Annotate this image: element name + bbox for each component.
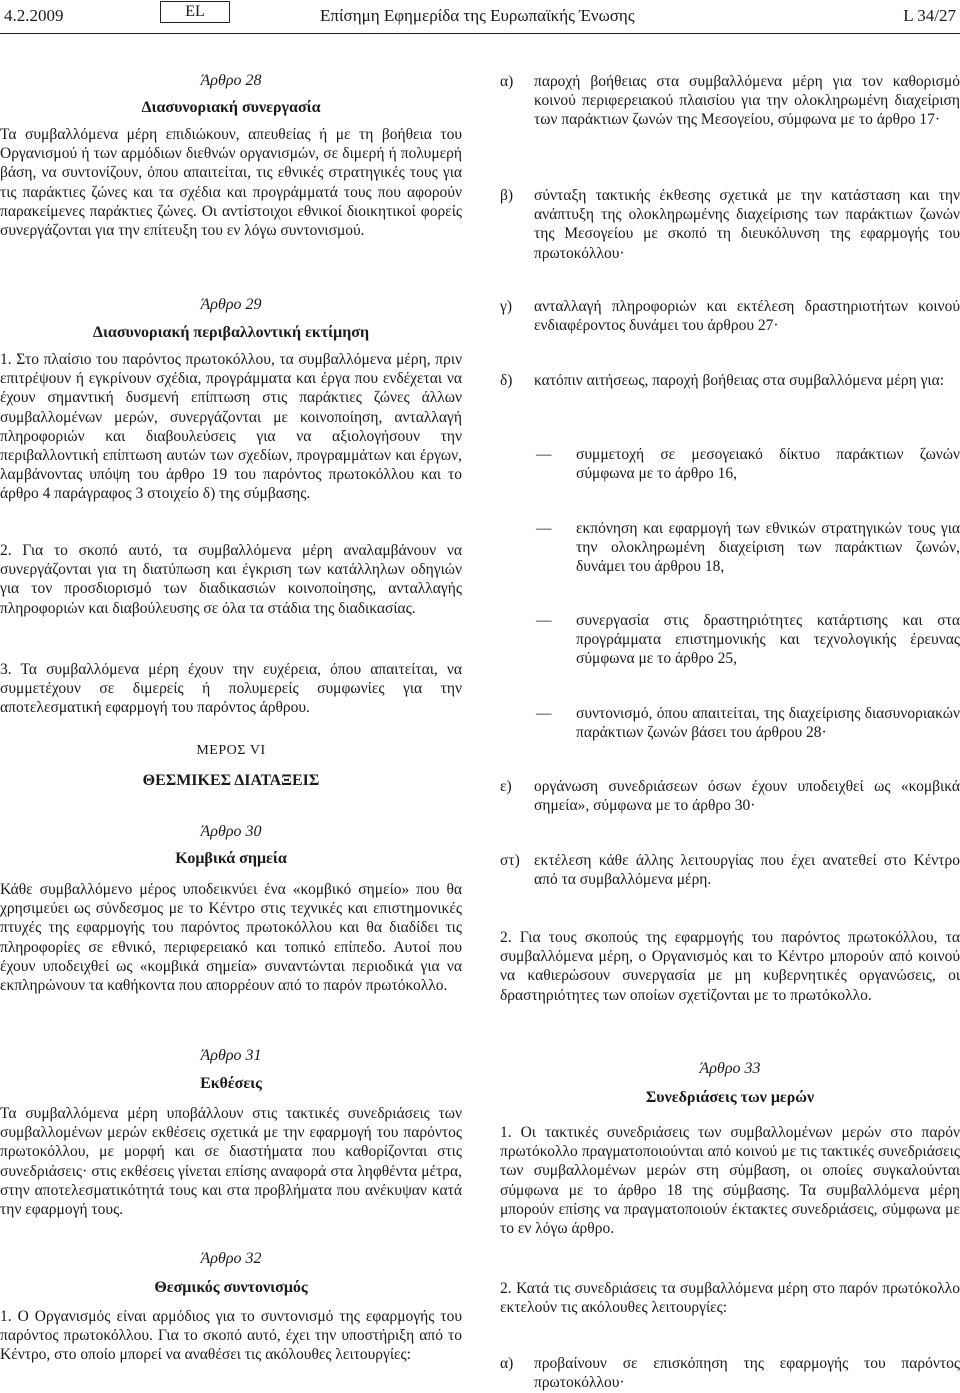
page-header: [0, 0, 960, 36]
item-text: οργάνωση συνεδριάσεων όσων έχουν υποδειχθεί ως «κομβικά σημεία», σύμφωνα με το άρθρο 30·: [534, 778, 960, 815]
item-label: γ): [500, 298, 513, 315]
list-item: [500, 72, 960, 130]
item-label: α): [500, 73, 514, 90]
article-29-heading: Διασυνοριακή περιβαλλοντική εκτίμηση: [92, 324, 370, 341]
article-29-title: Άρθρο 29: [200, 296, 262, 313]
dash-mark: —: [536, 446, 552, 463]
list-item: [500, 1354, 960, 1392]
dash-mark: —: [536, 612, 552, 629]
item-label: στ): [500, 852, 520, 869]
item-text: σύνταξη τακτικής έκθεσης σχετικά με την κατάσταση και την ανάπτυξη της ολοκληρωμένης διαχείρισης των παράκτιων ζωνών της Μεσογείου με σκοπό τη διευκόλυνση της εφαρμογής του πρωτοκόλλου·: [534, 187, 960, 262]
dash-text: συνεργασία στις δραστηριότητες κατάρτισης και στα προγράμματα επιστημονικής και τεχνολογικής έρευνας σύμφωνα με το άρθρο 25,: [576, 612, 960, 668]
article-31-heading: Εκθέσεις: [200, 1075, 262, 1092]
article-28-heading: Διασυνοριακή συνεργασία: [141, 99, 321, 116]
item-label: α): [500, 1355, 514, 1372]
article-33-title: Άρθρο 33: [699, 1060, 761, 1077]
language-badge: EL: [160, 1, 230, 23]
item-text: εκτέλεση κάθε άλλης λειτουργίας που έχει ανατεθεί στο Κέντρο από τα συμβαλλόμενα μέρη.: [534, 852, 960, 889]
dash-text: συντονισμό, όπου απαιτείται, της διαχείρισης διασυνοριακών παράκτιων ζωνών βάσει του άρθρου 28·: [576, 705, 960, 742]
article-28-title: Άρθρο 28: [200, 72, 262, 89]
dash-mark: —: [536, 705, 552, 722]
dash-item: [536, 519, 960, 577]
part-6-heading: ΘΕΣΜΙΚΕΣ ΔΙΑΤΑΞΕΙΣ: [142, 772, 320, 789]
publication-date: 4.2.2009: [4, 6, 64, 25]
item-text: προβαίνουν σε επισκόπηση της εφαρμογής του παρόντος πρωτοκόλλου·: [534, 1355, 960, 1392]
article-32-title: Άρθρο 32: [200, 1250, 262, 1267]
dash-mark: —: [536, 520, 552, 537]
item-label: β): [500, 187, 514, 204]
list-item: [500, 851, 960, 889]
item-text: ανταλλαγή πληροφοριών και εκτέλεση δραστηριοτήτων κοινού ενδιαφέροντος δυνάμει του άρθρου 27·: [534, 298, 960, 335]
journal-title: Επίσημη Εφημερίδα της Ευρωπαϊκής Ένωσης: [320, 6, 635, 25]
header-rule: [0, 33, 960, 34]
article-29-paragraph-2: 2. Για το σκοπό αυτό, τα συμβαλλόμενα μέρη αναλαμβάνουν να συνεργάζονται για τη διατύπωση και έγκριση των κατάλληλων οδηγιών για τον προσδιορισμό των διαδικασιών κοινοποίησης, ανταλλαγής πληροφοριών και διαβούλευσης σε όλα τα στάδια της διαδικασίας.: [0, 542, 462, 617]
list-item: [500, 297, 960, 335]
dash-item: [536, 611, 960, 669]
list-item: [500, 371, 960, 390]
article-32-heading: Θεσμικός συντονισμός: [154, 1279, 308, 1296]
dash-text: εκπόνηση και εφαρμογή των εθνικών στρατηγικών τους για την ολοκληρωμένη διαχείριση των παράκτιων ζωνών, δυνάμει του άρθρου 18,: [576, 520, 960, 576]
article-32-paragraph-1: 1. Ο Οργανισμός είναι αρμόδιος για το συντονισμό της εφαρμογής του παρόντος πρωτοκόλλου. Για το σκοπό αυτό, έχει την υποστήριξη από το Κέντρο, στο οποίο μπορεί να αναθέσει τις ακόλουθες λειτουργίες:: [0, 1308, 462, 1364]
item-text: κατόπιν αιτήσεως, παροχή βοήθειας στα συμβαλλόμενα μέρη για:: [534, 372, 945, 389]
article-30-heading: Κομβικά σημεία: [175, 850, 287, 867]
item-label: δ): [500, 372, 513, 389]
article-30-text: Κάθε συμβαλλόμενο μέρος υποδεικνύει ένα «κομβικό σημείο» που θα χρησιμεύει ως σύνδεσμος με το Κέντρο στις τεχνικές και επιστημονικές πτυχές της εφαρμογής του παρόντος πρωτοκόλλου και θα διαδίδει τις πληροφορίες σε εθνικό, περιφερειακό και τοπικό επίπεδο. Αυτοί που έχουν υποδειχθεί ως «κομβικά σημεία» συναντώνται περιοδικά για να εκπληρώνουν τα καθήκοντα που απορρέουν από το παρόν πρωτόκολλο.: [0, 881, 462, 995]
article-30-title: Άρθρο 30: [200, 823, 262, 840]
article-32-paragraph-2: 2. Για τους σκοπούς της εφαρμογής του παρόντος πρωτοκόλλου, τα συμβαλλόμενα μέρη, ο Οργανισμός και το Κέντρο μπορούν από κοινού να καθιερώσουν συνεργασία με μη κυβερνητικές οργανώσεις, οι δραστηριότητες των οποίων σχετίζονται με το πρωτόκολλο.: [500, 929, 960, 1004]
article-33-heading: Συνεδριάσεις των μερών: [645, 1089, 815, 1106]
list-item: [500, 777, 960, 815]
dash-text: συμμετοχή σε μεσογειακό δίκτυο παράκτιων ζωνών σύμφωνα με το άρθρο 16,: [576, 446, 960, 483]
article-31-text: Τα συμβαλλόμενα μέρη υποβάλλουν στις τακτικές συνεδριάσεις των συμβαλλομένων μερών εκθέσεις σχετικά με την εφαρμογή του παρόντος πρωτοκόλλου, με μορφή και σε διαστήματα που καθορίζονται στις συνεδριάσεις· στις εκθέσεις γίνεται επίσης αναφορά στα ληφθέντα μέτρα, στην αποτελεσματικότητά τους και στα προβλήματα που ανέκυψαν κατά την εφαρμογή τους.: [0, 1105, 462, 1219]
item-label: ε): [500, 778, 512, 795]
item-text: παροχή βοήθειας στα συμβαλλόμενα μέρη για τον καθορισμό κοινού περιφερειακού πλαισίου για την ολοκληρωμένη διαχείριση των παράκτιων ζωνών της Μεσογείου, σύμφωνα με το άρθρο 17·: [534, 73, 960, 129]
article-33-paragraph-1: 1. Οι τακτικές συνεδριάσεις των συμβαλλομένων μερών στο παρόν πρωτόκολλο πραγματοποιούνται από κοινού με τις τακτικές συνεδριάσεις των συμβαλλομένων μερών στη σύμβαση, οι οποίες συγκαλούνται σύμφωνα με το άρθρο 18 της σύμβασης. Τα συμβαλλόμενα μέρη μπορούν επίσης να πραγματοποιούν έκτακτες συνεδριάσεις, σύμφωνα με το εν λόγω άρθρο.: [500, 1124, 960, 1238]
part-6-title: ΜΕΡΟΣ VI: [196, 743, 266, 758]
list-item: [500, 186, 960, 263]
page-number: L 34/27: [903, 6, 956, 25]
article-28-text: Τα συμβαλλόμενα μέρη επιδιώκουν, απευθείας ή με τη βοήθεια του Οργανισμού ή των αρμόδιων διεθνών οργανισμών, σε διμερή ή πολυμερή βάση, να συντονίζουν, όπου απαιτείται, τις εθνικές στρατηγικές τους για τις παράκτιες ζώνες και τα σχέδια και προγράμματά τους που αφορούν παρακείμενες παράκτιες ζώνες. Οι αντίστοιχοι εθνικοί διοικητικοί φορείς συνεργάζονται για την επίτευξη του εν λόγω συντονισμού.: [0, 126, 462, 240]
dash-item: [536, 445, 960, 483]
article-29-paragraph-3: 3. Τα συμβαλλόμενα μέρη έχουν την ευχέρεια, όπου απαιτείται, να συμμετέχουν σε διμερείς ή πολυμερείς συμφωνίες για την αποτελεσματική εφαρμογή του παρόντος άρθρου.: [0, 661, 462, 717]
article-33-paragraph-2: 2. Κατά τις συνεδριάσεις τα συμβαλλόμενα μέρη στο παρόν πρωτόκολλο εκτελούν τις ακόλουθες λειτουργίες:: [500, 1280, 960, 1317]
article-29-paragraph-1: 1. Στο πλαίσιο του παρόντος πρωτοκόλλου, τα συμβαλλόμενα μέρη, πριν επιτρέψουν ή εγκρίνουν σχέδια, προγράμματα και έργα που ενδέχεται να έχουν σημαντική δυσμενή επίπτωση στις παράκτιες ζώνες άλλων συμβαλλομένων μερών, συνεργάζονται με κοινοποίηση, ανταλλαγή πληροφοριών και διαβουλεύσεις για να αξιολογήσουν την περιβαλλοντική επίπτωση αυτών των σχεδίων, προγραμμάτων και έργων, λαμβάνοντας υπόψη του άρθρο 19 του παρόντος πρωτοκόλλου και το άρθρο 4 παράγραφος 3 στοιχείο δ) της σύμβασης.: [0, 351, 462, 503]
article-31-title: Άρθρο 31: [200, 1047, 262, 1064]
dash-item: [536, 704, 960, 742]
